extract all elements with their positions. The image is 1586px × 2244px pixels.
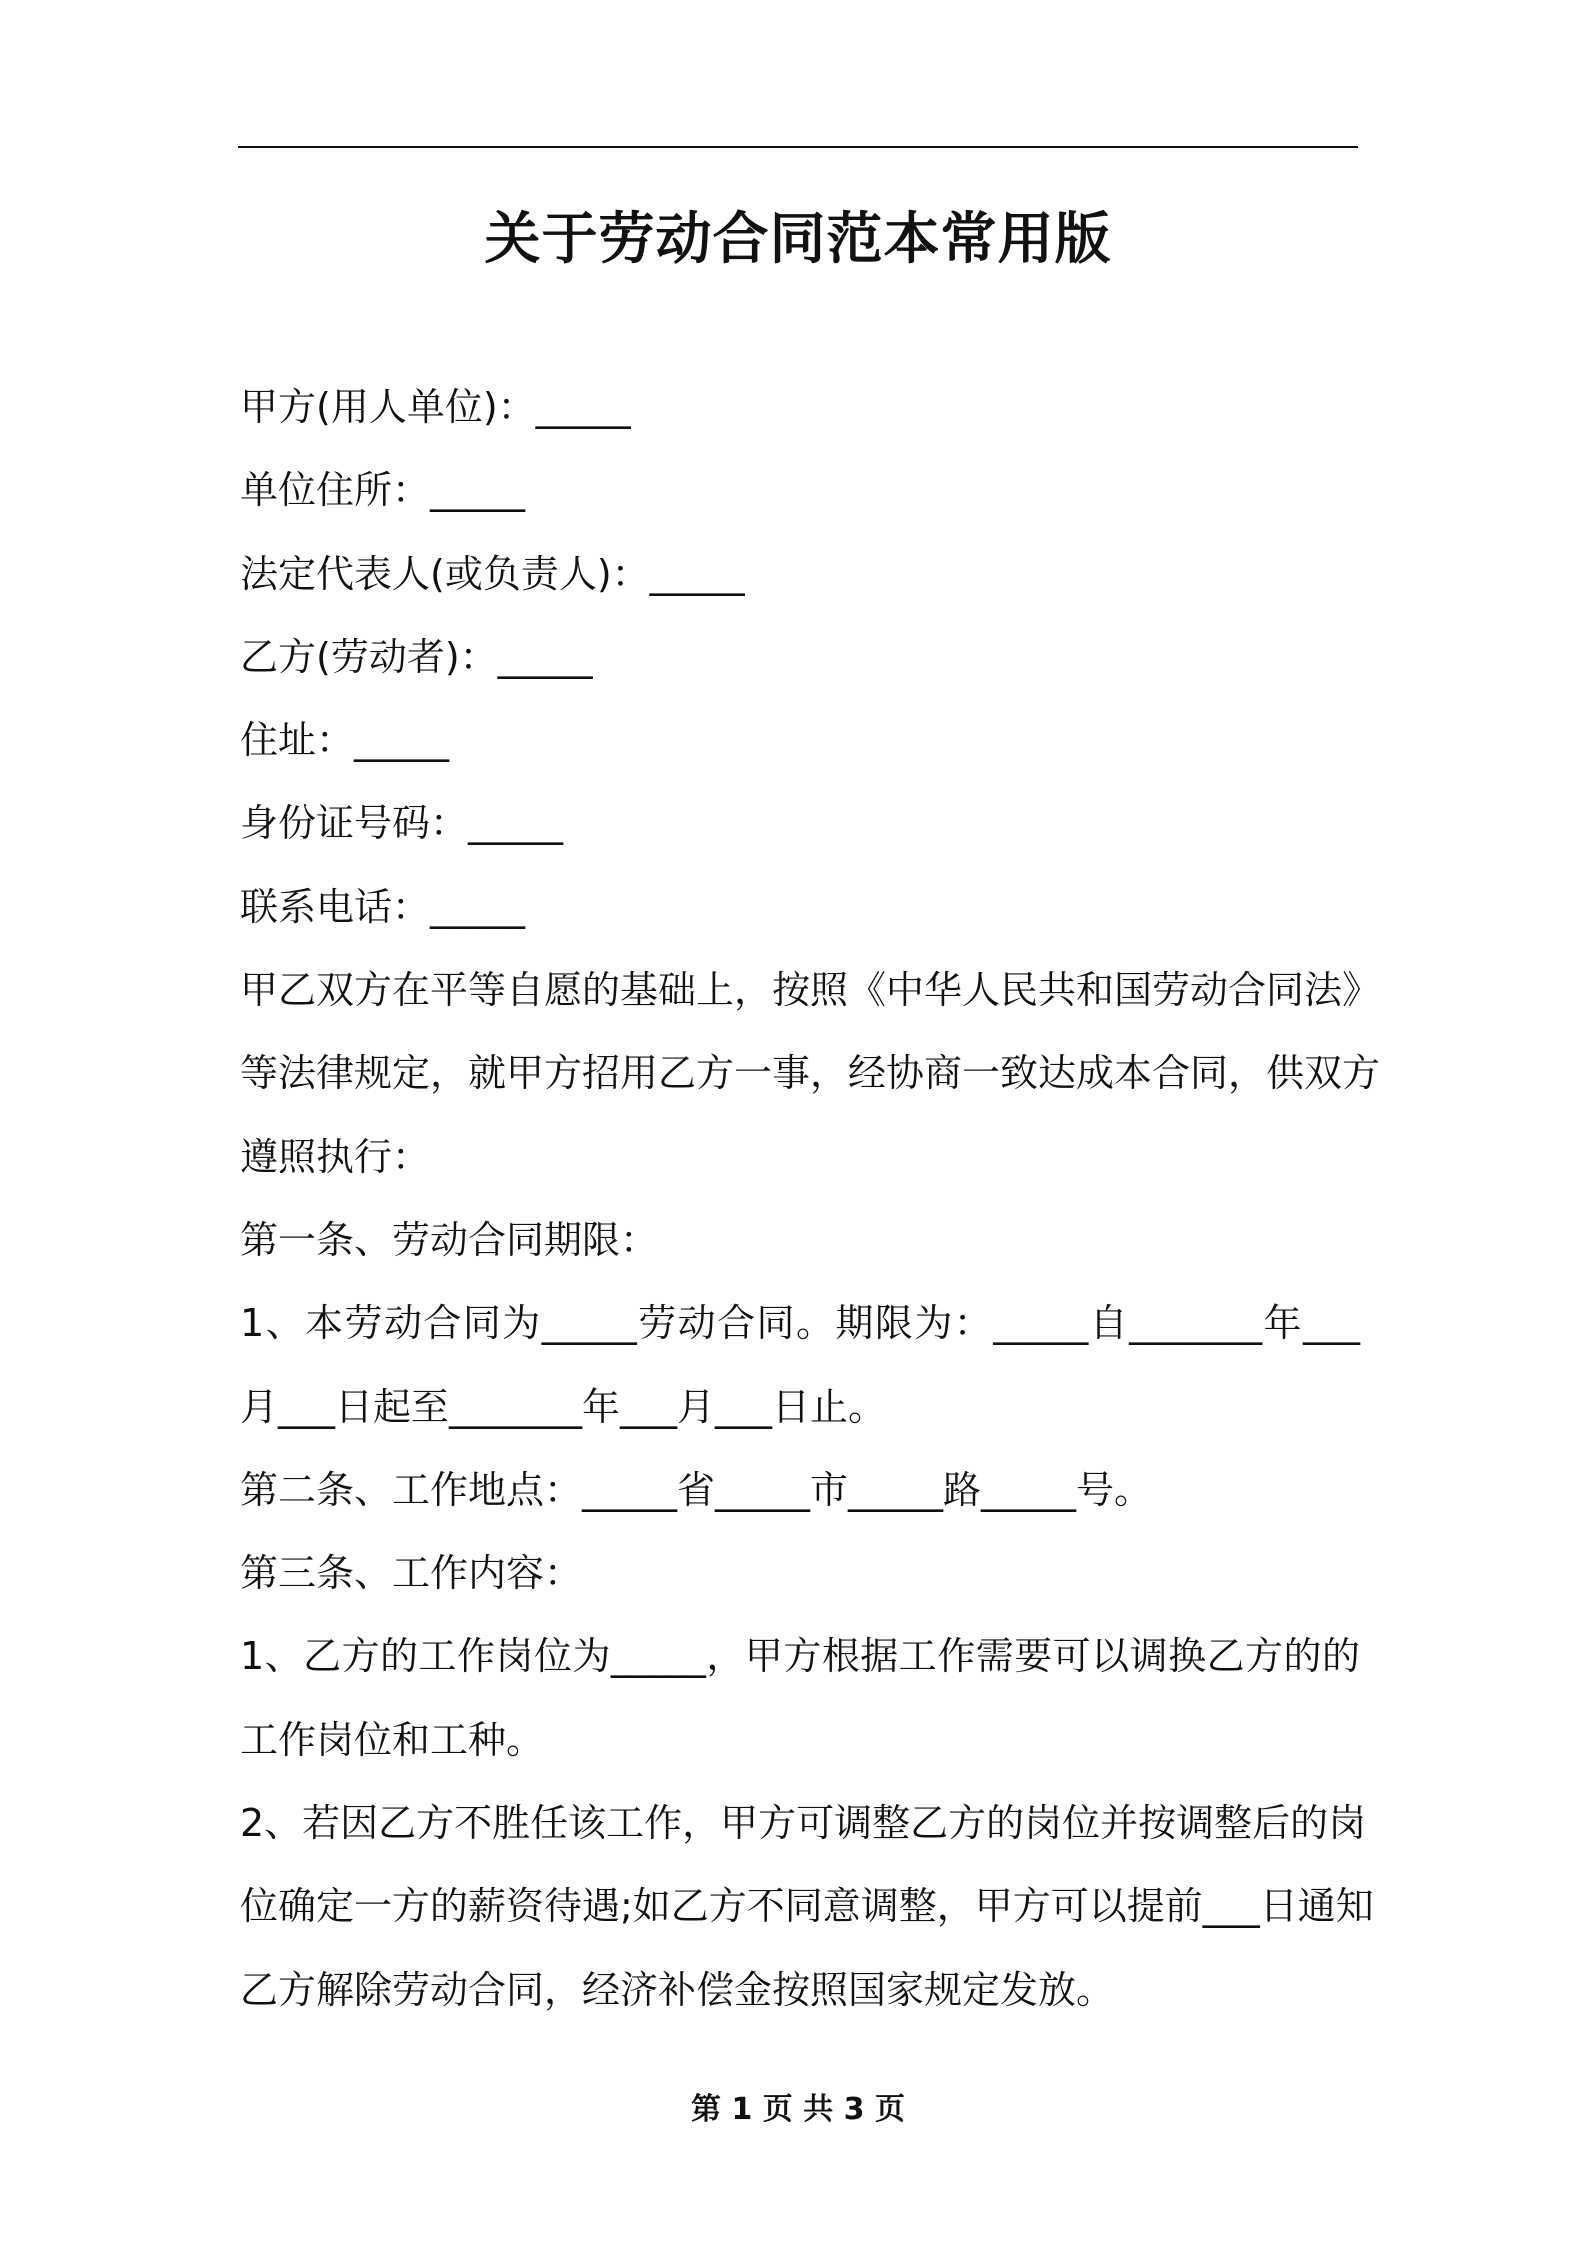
article-heading: 第二条、工作地点：_____省_____市_____路_____号。 bbox=[240, 1467, 1153, 1512]
field-legal-representative: 法定代表人(或负责人)：_____ bbox=[240, 551, 745, 596]
article-heading: 第一条、劳动合同期限： bbox=[240, 1217, 659, 1262]
preamble-line: 等法律规定，就甲方招用乙方一事，经协商一致达成本合同，供双方 bbox=[240, 1051, 1381, 1096]
article-clause: 1、本劳动合同为_____劳动合同。期限为：_____自_______年___ bbox=[240, 1301, 1360, 1346]
header-rule bbox=[238, 146, 1358, 148]
article-clause: 乙方解除劳动合同，经济补偿金按照国家规定发放。 bbox=[240, 1967, 1115, 2012]
preamble-line: 遵照执行： bbox=[240, 1134, 431, 1179]
field-party-b: 乙方(劳动者)：_____ bbox=[240, 634, 593, 679]
article-heading: 第三条、工作内容： bbox=[240, 1551, 583, 1596]
article-clause: 1、乙方的工作岗位为_____，甲方根据工作需要可以调换乙方的的 bbox=[240, 1634, 1360, 1679]
document-body bbox=[240, 366, 1381, 2032]
field-phone: 联系电话：_____ bbox=[240, 884, 526, 929]
field-party-a: 甲方(用人单位)：_____ bbox=[240, 385, 631, 429]
page-indicator: 第 1 页 共 3 页 bbox=[691, 2092, 905, 2127]
article-clause: 工作岗位和工种。 bbox=[240, 1717, 545, 1762]
field-address: 住址：_____ bbox=[240, 718, 450, 763]
field-unit-address: 单位住所：_____ bbox=[240, 468, 526, 513]
field-id-number: 身份证号码：_____ bbox=[240, 801, 564, 846]
preamble-line: 甲乙双方在平等自愿的基础上，按照《中华人民共和国劳动合同法》 bbox=[240, 968, 1381, 1013]
article-clause: 2、若因乙方不胜任该工作，甲方可调整乙方的岗位并按调整后的岗 bbox=[240, 1801, 1367, 1846]
document-title: 关于劳动合同范本常用版 bbox=[484, 207, 1112, 272]
article-clause: 月___日起至_______年___月___日止。 bbox=[240, 1384, 887, 1429]
article-clause: 位确定一方的薪资待遇;如乙方不同意调整，甲方可以提前___日通知 bbox=[240, 1884, 1374, 1929]
